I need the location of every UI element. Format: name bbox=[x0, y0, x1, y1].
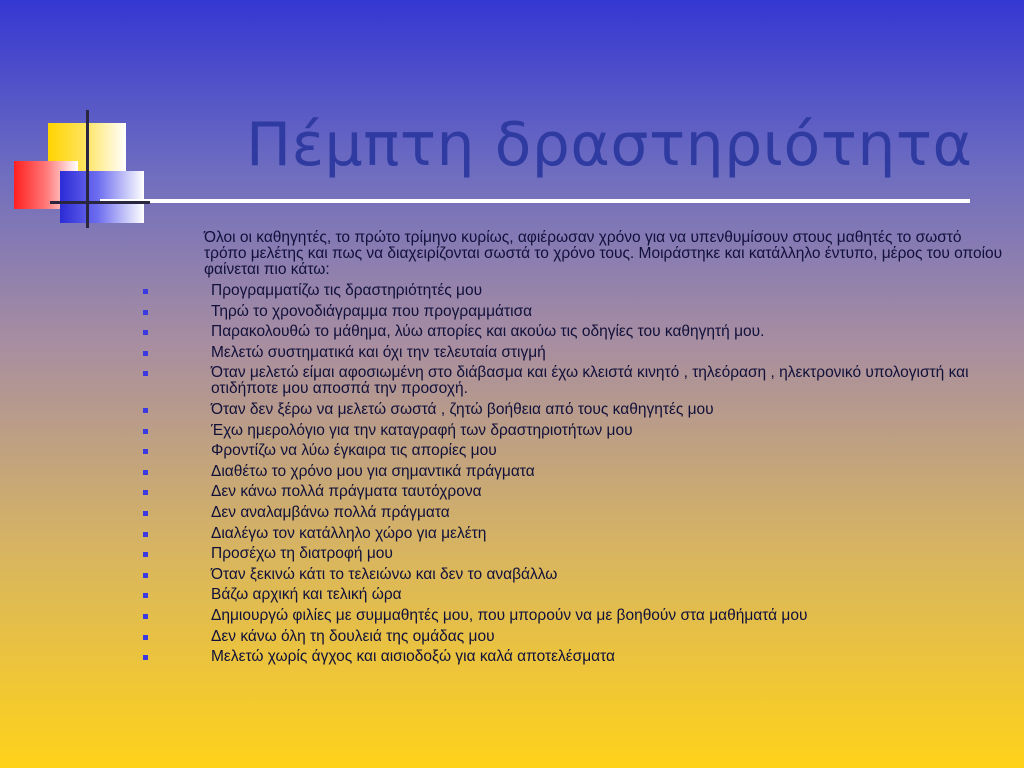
bullet-item: Τηρώ το χρονοδιάγραμμα που προγραμμάτισα bbox=[140, 304, 1010, 320]
title-underline bbox=[100, 199, 970, 203]
bullet-item: Προσέχω τη διατροφή μου bbox=[140, 546, 1010, 562]
bullet-square-icon bbox=[143, 408, 148, 413]
intro-text: Όλοι οι καθηγητές, το πρώτο τρίμηνο κυρίως, αφιέρωσαν χρόνο για να υπενθυμίσουν στους μαθητές το σωστό τρόπο μελέτης και πως να διαχειρίζονται σωστά το χρόνο τους. Μοιράστηκε και κατάλληλο έντυπο, μέρος του οποίου φαίνεται πιο κάτω: bbox=[204, 229, 1003, 278]
bullet-square-icon bbox=[143, 371, 148, 376]
bullet-square-icon bbox=[143, 511, 148, 516]
bullet-item: Βάζω αρχική και τελική ώρα bbox=[140, 587, 1010, 603]
bullet-square-icon bbox=[143, 470, 148, 475]
bullet-item: Φροντίζω να λύω έγκαιρα τις απορίες μου bbox=[140, 443, 1010, 459]
bullet-square-icon bbox=[143, 449, 148, 454]
bullet-square-icon bbox=[143, 593, 148, 598]
vertical-line-decoration bbox=[86, 110, 89, 228]
bullet-square-icon bbox=[143, 289, 148, 294]
bullet-square-icon bbox=[143, 635, 148, 640]
bullet-item: Δεν κάνω όλη τη δουλειά της ομάδας μου bbox=[140, 629, 1010, 645]
bullet-square-icon bbox=[143, 429, 148, 434]
bullet-item: Δεν αναλαμβάνω πολλά πράγματα bbox=[140, 505, 1010, 521]
bullet-item: Όταν ξεκινώ κάτι το τελειώνω και δεν το αναβάλλω bbox=[140, 567, 1010, 583]
horizontal-line-decoration bbox=[50, 201, 150, 204]
bullet-square-icon bbox=[143, 351, 148, 356]
bullet-item: Προγραμματίζω τις δραστηριότητές μου bbox=[140, 283, 1010, 299]
bullet-item: Έχω ημερολόγιο για την καταγραφή των δραστηριοτήτων μου bbox=[140, 423, 1010, 439]
bullet-item: Μελετώ συστηματικά και όχι την τελευταία στιγμή bbox=[140, 345, 1010, 361]
bullet-square-icon bbox=[143, 552, 148, 557]
bullet-square-icon bbox=[143, 490, 148, 495]
slide-title: Πέμπτη δραστηριότητα bbox=[246, 110, 973, 180]
bullet-item: Δεν κάνω πολλά πράγματα ταυτόχρονα bbox=[140, 484, 1010, 500]
bullet-item: Μελετώ χωρίς άγχος και αισιοδοξώ για καλά αποτελέσματα bbox=[140, 649, 1010, 665]
bullet-item: Διαθέτω το χρόνο μου για σημαντικά πράγματα bbox=[140, 464, 1010, 480]
bullet-square-icon bbox=[143, 614, 148, 619]
bullet-item: Παρακολουθώ το μάθημα, λύω απορίες και ακούω τις οδηγίες του καθηγητή μου. bbox=[140, 324, 1010, 340]
bullet-item: Δημιουργώ φιλίες με συμμαθητές μου, που μπορούν να με βοηθούν στα μαθήματά μου bbox=[140, 608, 1010, 624]
bullet-item: Όταν μελετώ είμαι αφοσιωμένη στο διάβασμα και έχω κλειστά κινητό , τηλεόραση , ηλεκτρονικό υπολογιστή και οτιδήποτε μου αποσπά την προσοχή. bbox=[140, 365, 1010, 397]
bullet-square-icon bbox=[143, 310, 148, 315]
bullet-list bbox=[140, 283, 1010, 670]
bullet-square-icon bbox=[143, 655, 148, 660]
bullet-item: Όταν δεν ξέρω να μελετώ σωστά , ζητώ βοήθεια από τους καθηγητές μου bbox=[140, 402, 1010, 418]
bullet-square-icon bbox=[143, 330, 148, 335]
bullet-square-icon bbox=[143, 532, 148, 537]
bullet-square-icon bbox=[143, 573, 148, 578]
bullet-item: Διαλέγω τον κατάλληλο χώρο για μελέτη bbox=[140, 526, 1010, 542]
blue-square-decoration bbox=[60, 171, 144, 223]
